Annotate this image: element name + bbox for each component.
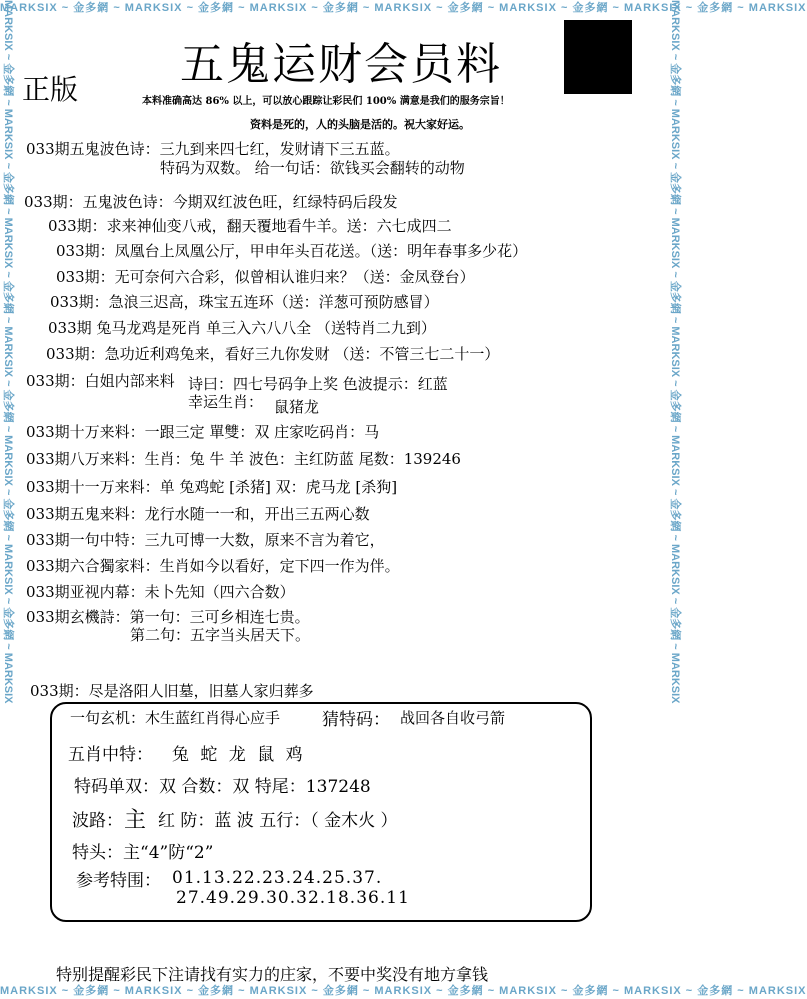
text-line: 诗曰：四七号码争上奖 色波提示：红蓝 [188,375,448,393]
five-zodiac-label: 五肖中特： [68,745,153,765]
text-line: 033期 兔马龙鸡是死肖 单三入六八八全 （送特肖二九到） [48,319,436,337]
text-line: 033期亚视内幕：未卜先知（四六合数） [26,583,295,601]
wave-line: 红 防：蓝 波 五行：（ 金木火 ） [158,811,398,831]
odd-even-line: 特码单双：双 合数：双 特尾：137248 [74,777,371,797]
text-line: 033期一句中特：三九可博一大数，原来不言为着它， [26,531,385,549]
text-line: 033期：凤凰台上凤凰公厅，甲申年头百花送。（送：明年春事多少花） [56,242,528,260]
text-line: 幸运生肖： [188,393,264,411]
text-line: 第二句：五字当头居天下。 [130,626,311,644]
subtitle-motto: 资料是死的，人的头脑是活的。祝大家好运。 [250,118,470,131]
footer-notice: 特别提醒彩民下注请找有实力的庄家，不要中奖没有地方拿钱 [56,965,489,984]
riddle-tag: 猜特码： [322,710,390,730]
text-line: 033期十万来料：一跟三定 單雙：双 庄家吃码肖：马 [26,423,380,441]
text-line: 033期：无可奈何六合彩，似曾相认谁归来？（送：金凤登台） [56,268,475,286]
wave-main: 主 [124,808,147,833]
reference-label: 参考特围： [76,871,161,891]
text-line: 033期六合獨家料：生肖如今以看好，定下四一作为伴。 [26,557,400,575]
text-line: 033期：白姐内部来料 [26,372,175,390]
wave-label: 波路： [72,811,123,831]
watermark-top: MARKSIX ~ 金多網 ~ MARKSIX ~ 金多網 ~ MARKSIX ~ 金多網 ~ MARKSIX ~ 金多網 ~ MARKSIX ~ 金多網 ~ MARKSIX ~ 金多網 ~ MARKSIX [0,2,807,14]
text-line: 033期玄機詩：第一句：三可乡相连七贵。 [26,608,310,626]
subtitle-accuracy: 本料准确高达 86% 以上，可以放心跟踪让彩民们 100% 满意是我们的服务宗旨！ [142,96,510,107]
redacted-block [564,20,632,94]
page-title: 五鬼运财会员料 [180,39,502,90]
riddle-answer: 战回各自收弓箭 [400,709,506,727]
text-line: 033期：五鬼波色诗：今期双红波色旺，红绿特码后段发 [24,193,398,211]
text-line: 033期五鬼来料：龙行水随一一和，开出三五两心数 [26,505,370,523]
five-zodiac-values: 兔 蛇 龙 鼠 鸡 [172,745,303,765]
text-line: 033期：尽是洛阳人旧墓，旧墓人家归葬多 [30,682,314,700]
reference-row-1: 01.13.22.23.24.25.37. [172,868,383,888]
reference-row-2: 27.49.29.30.32.18.36.11 [176,888,410,908]
text-line: 鼠猪龙 [274,398,320,416]
text-line: 033期：急功近利鸡兔来，看好三九你发财 （送：不管三七二十一） [46,345,500,363]
text-line: 033期：急浪三迟高，珠宝五连环（送：洋葱可预防感冒） [50,293,439,311]
text-line: 033期五鬼波色诗：三九到来四七红，发财请下三五蓝。 [26,140,400,158]
watermark-left: MARKSIX ~ 金多網 ~ MARKSIX ~ 金多網 ~ MARKSIX ~ 金多網 ~ MARKSIX ~ 金多網 ~ MARKSIX ~ 金多網 ~ MARKSIX ~ 金多網 ~ MARKSIX [2,0,14,704]
edition-label: 正版 [22,73,79,106]
text-line: 033期八万来料：生肖：兔 牛 羊 波色：主红防蓝 尾数：139246 [26,450,461,468]
text-line: 033期十一万来料：单 兔鸡蛇 [杀猪] 双：虎马龙 [杀狗] [26,478,398,496]
text-line: 033期：求来神仙变八戒，翻天覆地看牛羊。送：六七成四二 [48,217,452,235]
watermark-bottom: MARKSIX ~ 金多網 ~ MARKSIX ~ 金多網 ~ MARKSIX ~ 金多網 ~ MARKSIX ~ 金多網 ~ MARKSIX ~ 金多網 ~ MARKSIX ~ 金多網 ~ MARKSIX [0,985,807,997]
text-line: 特码为双数。 给一句话：欲钱买会翻转的动物 [160,159,465,177]
watermark-right: MARKSIX ~ 金多網 ~ MARKSIX ~ 金多網 ~ MARKSIX ~ 金多網 ~ MARKSIX ~ 金多網 ~ MARKSIX ~ 金多網 ~ MARKSIX ~ 金多網 ~ MARKSIX [669,0,681,704]
riddle-line: 一句玄机：木生蓝红肖得心应手 [70,709,281,727]
head-line: 特头：主“4”防“2” [72,843,214,863]
